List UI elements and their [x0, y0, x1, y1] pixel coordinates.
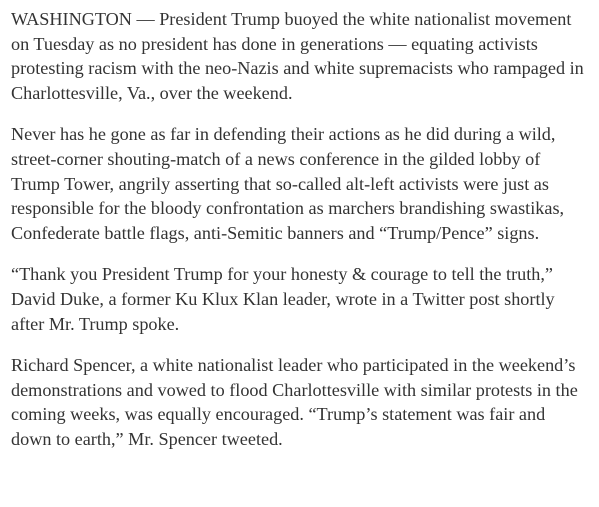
- article-paragraph: Never has he gone as far in defending their actions as he did during a wild, street-corner shouting-match of a news conference in the gilded lobby of Trump Tower, angrily asserting that so-called alt-left activists were just as responsible for the bloody confrontation as marchers brandishing swastikas, Confederate battle flags, anti-Semitic banners and “Trump/Pence” signs.: [11, 124, 565, 243]
- article-paragraph: WASHINGTON — President Trump buoyed the white nationalist movement on Tuesday as no president has done in generations — equating activists protesting racism with the neo-Nazis and white supremacists who rampaged in Charlottesville, Va., over the weekend.: [11, 9, 584, 103]
- article-paragraph: Richard Spencer, a white nationalist leader who participated in the weekend’s demonstrations and vowed to flood Charlottesville with similar protests in the coming weeks, was equally encouraged. “Trump’s statement was fair and down to earth,” Mr. Spencer tweeted.: [11, 355, 578, 449]
- article-paragraph: “Thank you President Trump for your honesty & courage to tell the truth,” David Duke, a former Ku Klux Klan leader, wrote in a Twitter post shortly after Mr. Trump spoke.: [11, 264, 555, 334]
